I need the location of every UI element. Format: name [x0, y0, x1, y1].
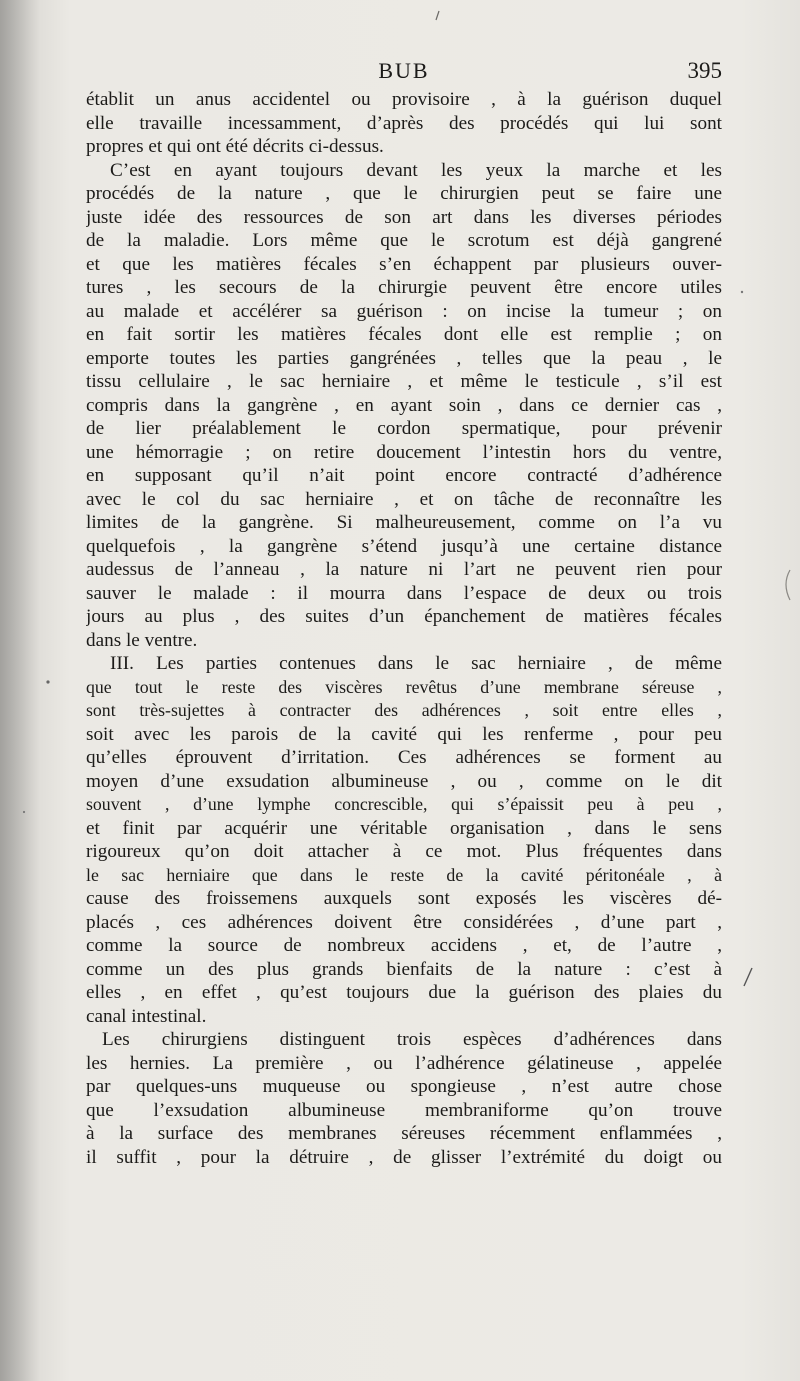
text-line: et que les matières fécales s’en échappent par plusieurs ouver-	[86, 253, 722, 275]
text-line: canal intestinal.	[86, 1005, 207, 1027]
text-line: par quelques-uns muqueuse ou spongieuse , n’est autre chose	[86, 1076, 722, 1097]
text-line: le sac herniaire que dans le reste de la cavité péritonéale , à	[86, 864, 722, 885]
text-line: propres et qui ont été décrits ci-dessus.	[86, 136, 384, 157]
text-line: comme la source de nombreux accidens , et, de l’autre ,	[86, 935, 722, 956]
body-text	[86, 88, 722, 1169]
page-header	[86, 58, 722, 88]
text-line: qu’elles éprouvent d’irritation. Ces adhérences se forment au	[86, 747, 722, 768]
text-line: emporte toutes les parties gangrénées , telles que la peau , le	[86, 347, 722, 369]
text-line: limites de la gangrène. Si malheureusement, comme on l’a vu	[86, 512, 722, 533]
text-line: audessus de l’anneau , la nature ni l’art ne peuvent rien pour	[86, 559, 722, 580]
text-line: en fait sortir les matières fécales dont elle est remplie ; on	[86, 324, 722, 345]
text-line: que l’exsudation albumineuse membraniforme qu’on trouve	[86, 1099, 722, 1121]
text-line: quelquefois , la gangrène s’étend jusqu’à une certaine distance	[86, 535, 722, 557]
text-line: de lier préalablement le cordon spermatique, pour prévenir	[86, 418, 722, 439]
text-line: juste idée des ressources de son art dans les diverses périodes	[86, 206, 722, 228]
paragraph-start-line: III. Les parties contenues dans le sac herniaire , de même	[110, 653, 722, 674]
text-line: placés , ces adhérences doivent être considérées , d’une part ,	[86, 911, 722, 933]
text-line: que tout le reste des viscères revêtus d’une membrane séreuse ,	[86, 676, 722, 697]
paragraph-start-line: C’est en ayant toujours devant les yeux la marche et les	[110, 159, 722, 181]
text-line: elles , en effet , qu’est toujours due la guérison des plaies du	[86, 982, 722, 1003]
text-line: sauver le malade : il mourra dans l’espace de deux ou trois	[86, 582, 722, 604]
text-line: il suffit , pour la détruire , de glisser l’extrémité du doigt ou	[86, 1146, 722, 1168]
text-line: établit un anus accidentel ou provisoire , à la guérison duquel	[86, 89, 722, 110]
text-line: moyen d’une exsudation albumineuse , ou , comme on le dit	[86, 770, 722, 792]
text-line: procédés de la nature , que le chirurgien peut se faire une	[86, 183, 722, 204]
text-line: et finit par acquérir une véritable organisation , dans le sens	[86, 817, 722, 839]
text-line: au malade et accélérer sa guérison : on incise la tumeur ; on	[86, 300, 722, 322]
page-number: 395	[687, 58, 722, 83]
text-line: jours au plus , des suites d’un épanchement de matières fécales	[86, 606, 722, 627]
text-line: souvent , d’une lymphe concrescible, qui s’épaissit peu à peu ,	[86, 794, 722, 814]
text-line: en supposant qu’il n’ait point encore contracté d’adhérence	[86, 465, 722, 486]
text-line: les hernies. La première , ou l’adhérence gélatineuse , appelée	[86, 1052, 722, 1074]
paragraph-start-line: Les chirurgiens distinguent trois espèces d’adhérences dans	[102, 1029, 722, 1050]
text-line: sont très-sujettes à contracter des adhérences , soit entre elles ,	[86, 700, 722, 720]
text-line: de la maladie. Lors même que le scrotum est déjà gangrené	[86, 230, 722, 251]
text-line: tissu cellulaire , le sac herniaire , et même le testicule , s’il est	[86, 371, 722, 392]
text-line: rigoureux qu’on doit attacher à ce mot. Plus fréquentes dans	[86, 841, 722, 862]
text-line: compris dans la gangrène , en ayant soin , dans ce dernier cas ,	[86, 394, 722, 416]
text-line: soit avec les parois de la cavité qui les renferme , pour peu	[86, 723, 722, 745]
text-line: dans le ventre.	[86, 629, 198, 651]
text-line: comme un des plus grands bienfaits de la nature : c’est à	[86, 958, 722, 980]
text-line: à la surface des membranes séreuses récemment enflammées ,	[86, 1123, 722, 1144]
running-head: BUB	[378, 58, 430, 83]
text-line: tures , les secours de la chirurgie peuvent être encore utiles	[86, 277, 722, 298]
text-line: une hémorragie ; on retire doucement l’intestin hors du ventre,	[86, 441, 722, 463]
text-line: avec le col du sac herniaire , et on tâche de reconnaître les	[86, 488, 722, 510]
page-gutter-shadow	[0, 0, 40, 1381]
text-line: elle travaille incessamment, d’après des procédés qui lui sont	[86, 112, 722, 134]
text-line: cause des froissemens auxquels sont exposés les viscères dé-	[86, 888, 722, 909]
